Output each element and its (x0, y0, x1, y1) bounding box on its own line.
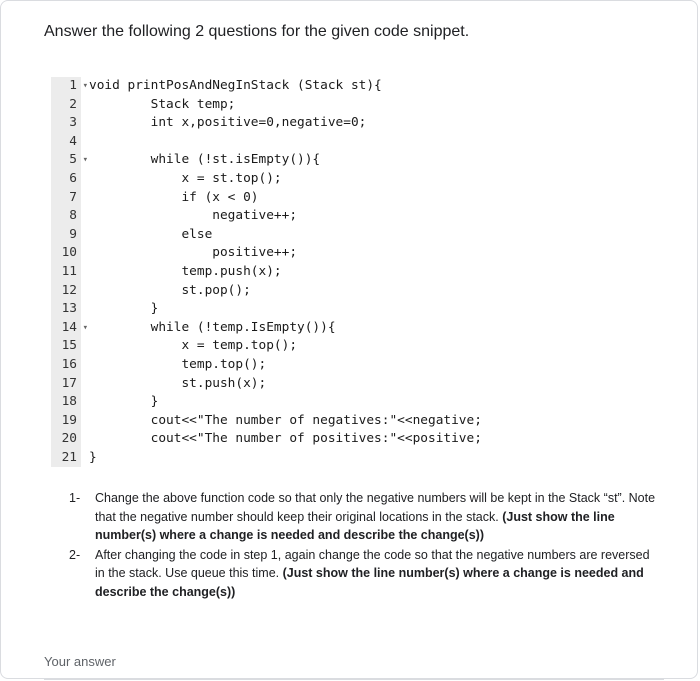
line-number-text: 11 (61, 263, 77, 279)
code-text: while (!st.isEmpty()){ (89, 152, 321, 168)
code-line (51, 244, 521, 263)
code-line (51, 170, 521, 189)
question-item (69, 546, 659, 602)
code-text: x = temp.top(); (89, 338, 298, 354)
line-number-text: 4 (69, 133, 77, 149)
code-text: st.pop(); (89, 282, 251, 298)
line-number (51, 207, 81, 226)
line-number-text: 15 (61, 338, 77, 354)
code-line (51, 412, 521, 431)
answer-label: Your answer (44, 654, 116, 669)
question-text (95, 489, 659, 545)
question-title: Answer the following 2 questions for the given code snippet. (44, 23, 470, 40)
question-number: 2- (69, 547, 81, 562)
code-line (51, 133, 521, 152)
line-number (51, 430, 81, 449)
line-number-text: 19 (61, 412, 77, 428)
line-number (51, 77, 88, 96)
answer-input[interactable] (44, 673, 664, 680)
line-number-text: 16 (61, 356, 77, 372)
code-text: } (89, 394, 159, 410)
code-text: negative++; (89, 208, 298, 224)
code-line (51, 207, 521, 226)
line-number-text: 17 (61, 375, 77, 391)
code-line (51, 449, 521, 468)
line-number (51, 96, 81, 115)
line-number (51, 300, 81, 319)
line-number (51, 337, 81, 356)
question-text (95, 546, 659, 602)
line-number-text: 2 (69, 96, 77, 112)
code-line (51, 356, 521, 375)
line-number (51, 114, 81, 133)
code-text: } (89, 301, 159, 317)
code-text: else (89, 226, 213, 242)
line-number (51, 151, 88, 170)
code-line (51, 337, 521, 356)
code-text: cout<<"The number of positives:"<<positive; (89, 431, 482, 447)
code-text: } (89, 449, 97, 465)
code-line (51, 430, 521, 449)
code-text: temp.push(x); (89, 263, 282, 279)
code-line (51, 226, 521, 245)
line-number-text: 3 (69, 115, 77, 131)
line-number-text: 5 (69, 152, 77, 168)
fold-arrow-icon[interactable]: ▾ (82, 81, 88, 91)
code-line (51, 319, 521, 338)
line-number-text: 7 (69, 189, 77, 205)
code-text: int x,positive=0,negative=0; (89, 115, 367, 131)
code-line (51, 263, 521, 282)
code-line (51, 189, 521, 208)
line-number (51, 449, 81, 468)
line-number (51, 356, 81, 375)
code-line (51, 77, 521, 96)
line-number (51, 226, 81, 245)
line-number (51, 319, 88, 338)
line-number (51, 263, 81, 282)
line-number-text: 9 (69, 226, 77, 242)
line-number (51, 170, 81, 189)
line-number-text: 1 (69, 78, 77, 93)
line-number-text: 14 (61, 319, 77, 335)
code-text: while (!temp.IsEmpty()){ (89, 319, 336, 335)
code-text: if (x < 0) (89, 189, 259, 205)
question-body: Change the above function code so that only the negative numbers will be kept in the Stack “st”. Note that the negative number should keep their original locations in the stack. (95, 491, 656, 524)
code-text: positive++; (89, 245, 298, 261)
code-line (51, 300, 521, 319)
line-number (51, 412, 81, 431)
code-text (81, 133, 89, 152)
line-number-text: 10 (61, 245, 77, 261)
code-line (51, 96, 521, 115)
question-item (69, 489, 659, 545)
code-text: st.push(x); (89, 375, 267, 391)
fold-arrow-icon[interactable]: ▾ (82, 322, 88, 333)
code-line (51, 114, 521, 133)
code-text: x = st.top(); (89, 170, 282, 186)
line-number (51, 133, 81, 152)
question-body: After changing the code in step 1, again change the code so that the negative numbers are reversed in the stack. Use queue this time. (95, 547, 650, 580)
code-line (51, 393, 521, 412)
code-snippet (51, 77, 521, 467)
line-number-text: 12 (61, 282, 77, 298)
line-number (51, 282, 81, 301)
code-text: cout<<"The number of negatives:"<<negative; (89, 412, 482, 428)
code-line (51, 282, 521, 301)
line-number-text: 21 (61, 449, 77, 465)
question-list (69, 489, 659, 602)
line-number (51, 189, 81, 208)
line-number (51, 375, 81, 394)
line-number-text: 8 (69, 208, 77, 224)
line-number-text: 6 (69, 170, 77, 186)
line-number (51, 244, 81, 263)
line-number-text: 20 (61, 431, 77, 447)
line-number (51, 393, 81, 412)
code-text: Stack temp; (89, 96, 236, 112)
question-number: 1- (69, 491, 81, 505)
question-instruction: (Just show the line number(s) where a change is needed and describe the change(s)) (95, 566, 644, 599)
fold-arrow-icon[interactable]: ▾ (82, 155, 88, 166)
code-text: temp.top(); (89, 356, 267, 372)
line-number-text: 13 (61, 301, 77, 317)
code-text: void printPosAndNegInStack (Stack st){ (89, 78, 382, 93)
code-line (51, 151, 521, 170)
code-line (51, 375, 521, 394)
line-number-text: 18 (61, 394, 77, 410)
question-instruction: (Just show the line number(s) where a change is needed and describe the change(s)) (95, 509, 615, 542)
